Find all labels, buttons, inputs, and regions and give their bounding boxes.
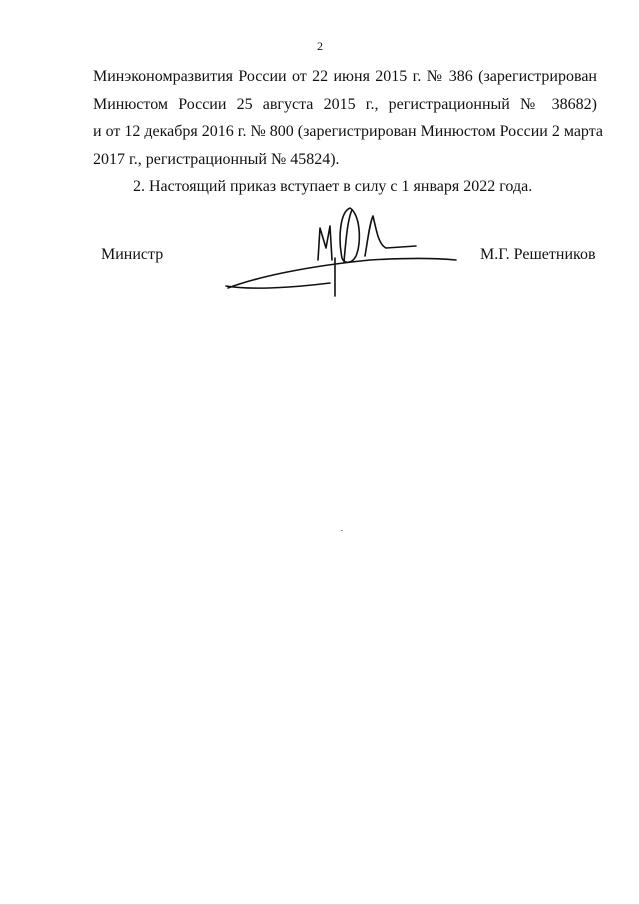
text-line: Минэкономразвития России от 22 июня 2015 г. № 386 (зарегистрирован (93, 68, 597, 85)
text-line: Минюстом России 25 августа 2015 г., регистрационный № 38682) (93, 95, 597, 113)
signatory-name: М.Г. Решетников (480, 246, 596, 263)
document-body (93, 63, 604, 201)
handwritten-signature (220, 198, 460, 298)
page-number: 2 (317, 39, 323, 53)
paragraph-continued (93, 63, 604, 173)
text-line: и от 12 декабря 2016 г. № 800 (зарегистрирован Минюстом России 2 марта (93, 123, 604, 140)
text-line: 2017 г., регистрационный № 45824). (93, 150, 340, 168)
paragraph-effective-date: 2. Настоящий приказ вступает в силу с 1 января 2022 года. (133, 178, 533, 195)
scan-speck (341, 530, 343, 531)
signatory-title: Министр (101, 246, 164, 263)
